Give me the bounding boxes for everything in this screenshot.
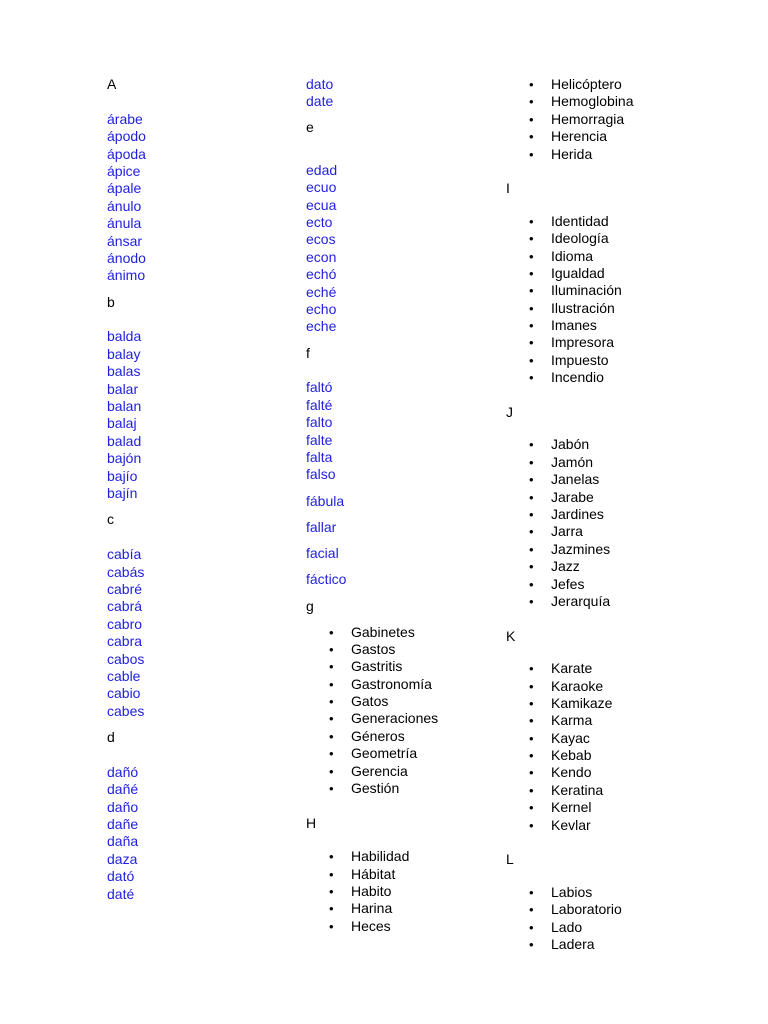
list-item: • Jazz <box>551 558 736 575</box>
list-item: • Gestión <box>351 780 496 797</box>
list-item: • Incendio <box>551 369 736 386</box>
list-item: • Iluminación <box>551 282 736 299</box>
list-item: fallar <box>306 518 337 535</box>
list-item: balad <box>107 432 142 449</box>
list-item: • Jarabe <box>551 489 736 506</box>
list-item: • Heces <box>351 918 496 935</box>
list-item: cabes <box>107 702 145 719</box>
word-list-d-continued <box>306 76 496 111</box>
word-list-f-spaced <box>306 493 496 589</box>
list-item: ánodo <box>107 249 146 266</box>
list-item: falte <box>306 431 333 448</box>
list-item: dañé <box>107 781 139 798</box>
list-item: árabe <box>107 110 143 127</box>
list-item: • Jabón <box>551 436 736 453</box>
list-item: ecuo <box>306 179 337 196</box>
list-item: fábula <box>306 492 345 509</box>
list-item: econ <box>306 248 337 265</box>
list-item: • Habito <box>351 883 496 900</box>
list-item: • Kernel <box>551 799 736 816</box>
list-item: ánulo <box>107 197 142 214</box>
list-item: ápice <box>107 162 141 179</box>
list-item: daño <box>107 798 139 815</box>
list-item: • Gatos <box>351 693 496 710</box>
word-list-b <box>107 328 267 502</box>
bullet-list-k <box>506 660 736 834</box>
list-item: echó <box>306 266 337 283</box>
column-2 <box>306 76 496 935</box>
list-item: • Karma <box>551 712 736 729</box>
list-item: balar <box>107 380 139 397</box>
list-item: • Kebab <box>551 747 736 764</box>
list-item: • Jazmines <box>551 541 736 558</box>
list-item: bajín <box>107 484 138 501</box>
list-item: • Kayac <box>551 730 736 747</box>
list-item: • Kamikaze <box>551 695 736 712</box>
bullet-list-h <box>306 848 496 935</box>
list-item: ápale <box>107 180 142 197</box>
list-item: dató <box>107 868 135 885</box>
list-item: • Geometría <box>351 745 496 762</box>
list-item: cable <box>107 667 141 684</box>
word-list-c <box>107 546 267 720</box>
letter-heading-c: c <box>107 511 114 528</box>
list-item: • Labios <box>551 884 736 901</box>
list-item: • Jarra <box>551 523 736 540</box>
list-item: • Igualdad <box>551 265 736 282</box>
list-item: • Géneros <box>351 728 496 745</box>
word-list-e <box>306 162 496 336</box>
letter-heading-g: g <box>306 597 314 614</box>
list-item: • Gastos <box>351 641 496 658</box>
list-item: daña <box>107 833 139 850</box>
list-item: dañe <box>107 816 139 833</box>
list-item: facial <box>306 544 339 561</box>
list-item: eché <box>306 283 337 300</box>
list-item: faltó <box>306 379 333 396</box>
bullet-list-j <box>506 436 736 610</box>
column-1 <box>107 76 267 903</box>
letter-heading-h: H <box>306 814 317 831</box>
list-item: balda <box>107 328 142 345</box>
list-item: • Gastronomía <box>351 676 496 693</box>
list-item: balan <box>107 398 142 415</box>
bullet-list-h-continued <box>506 76 736 163</box>
list-item: ánula <box>107 215 142 232</box>
list-item: cabás <box>107 563 145 580</box>
letter-heading-k: K <box>506 627 516 644</box>
list-item: • Kendo <box>551 764 736 781</box>
list-item: • Impresora <box>551 334 736 351</box>
letter-heading-b: b <box>107 293 115 310</box>
list-item: • Impuesto <box>551 352 736 369</box>
list-item: falté <box>306 396 333 413</box>
list-item: ánsar <box>107 232 143 249</box>
list-item: • Hemorragia <box>551 111 736 128</box>
list-item: daté <box>107 885 135 902</box>
list-item: eche <box>306 318 337 335</box>
list-item: • Gerencia <box>351 763 496 780</box>
list-item: balas <box>107 363 141 380</box>
list-item: • Karate <box>551 660 736 677</box>
list-item: cabrá <box>107 598 143 615</box>
list-item: cabra <box>107 633 143 650</box>
list-item: • Jerarquía <box>551 593 736 610</box>
list-item: • Ilustración <box>551 300 736 317</box>
list-item: • Ladera <box>551 936 736 953</box>
list-item: edad <box>306 161 338 178</box>
list-item: falta <box>306 449 333 466</box>
list-item: • Generaciones <box>351 710 496 727</box>
word-list-a <box>107 111 267 285</box>
list-item: bajón <box>107 450 142 467</box>
list-item: fáctico <box>306 571 347 588</box>
list-item: • Harina <box>351 900 496 917</box>
letter-heading-f: f <box>306 344 310 361</box>
list-item: • Hábitat <box>351 866 496 883</box>
list-item: • Keratina <box>551 782 736 799</box>
list-item: daza <box>107 850 138 867</box>
list-item: • Habilidad <box>351 848 496 865</box>
list-item: date <box>306 93 334 110</box>
letter-heading-i: I <box>506 180 510 197</box>
bullet-list-i <box>506 213 736 387</box>
list-item: • Herencia <box>551 128 736 145</box>
list-item: • Gabinetes <box>351 624 496 641</box>
list-item: • Jardines <box>551 506 736 523</box>
list-item: ánimo <box>107 267 146 284</box>
list-item: bajío <box>107 467 138 484</box>
letter-heading-a: A <box>107 76 117 92</box>
word-list-d <box>107 764 267 903</box>
list-item: • Helicóptero <box>551 76 736 93</box>
list-item: dato <box>306 76 334 92</box>
list-item: falso <box>306 466 336 483</box>
list-item: • Ideología <box>551 230 736 247</box>
letter-heading-l: L <box>506 851 514 868</box>
bullet-list-l <box>506 884 736 954</box>
list-item: ápoda <box>107 145 146 162</box>
list-item: • Kevlar <box>551 817 736 834</box>
list-item: • Lado <box>551 919 736 936</box>
list-item: balay <box>107 345 141 362</box>
letter-heading-j: J <box>506 404 513 421</box>
list-item: • Laboratorio <box>551 901 736 918</box>
list-item: • Karaoke <box>551 678 736 695</box>
list-item: • Identidad <box>551 213 736 230</box>
list-item: • Hemoglobina <box>551 93 736 110</box>
list-item: • Gastritis <box>351 658 496 675</box>
list-item: falto <box>306 414 333 431</box>
list-item: • Jefes <box>551 576 736 593</box>
list-item: balaj <box>107 415 137 432</box>
list-item: • Jamón <box>551 454 736 471</box>
list-item: ápodo <box>107 128 146 145</box>
list-item: • Janelas <box>551 471 736 488</box>
list-item: • Herida <box>551 146 736 163</box>
list-item: cabos <box>107 650 145 667</box>
list-item: dañó <box>107 763 139 780</box>
column-3 <box>506 76 736 953</box>
list-item: ecua <box>306 196 337 213</box>
list-item: cabro <box>107 615 143 632</box>
list-item: cabía <box>107 546 142 563</box>
list-item: • Idioma <box>551 248 736 265</box>
list-item: cabio <box>107 685 141 702</box>
list-item: • Imanes <box>551 317 736 334</box>
list-item: cabré <box>107 580 143 597</box>
list-item: ecto <box>306 213 333 230</box>
word-list-f <box>306 379 496 483</box>
letter-heading-e: e <box>306 119 314 136</box>
bullet-list-g <box>306 624 496 798</box>
letter-heading-d: d <box>107 729 115 746</box>
list-item: ecos <box>306 231 336 248</box>
list-item: echo <box>306 300 337 317</box>
